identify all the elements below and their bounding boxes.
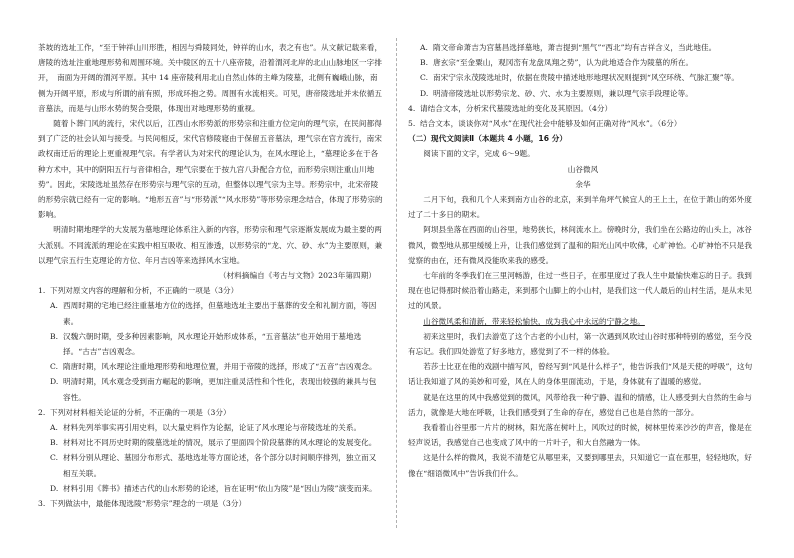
option-c: C. 材料分别从理论、墓园分布形式、基地选址等方面论述，各个部分以时间顺序排列，独立而又相互关联。 <box>50 453 377 478</box>
article-title: 山谷微风 <box>567 164 599 174</box>
article-paragraph: 二月下旬，我和几个人来到南方山谷的北京，来到羊角坪气候宜人的王上土，在位于萧山的郊外度过了二十多日的期末。 <box>408 195 752 220</box>
option-d: D. 明清时期，风水观念受到南方崛起的影响，更加注重灵活性和个性化，表现出较强的兼具与包容性。 <box>50 377 377 402</box>
column-divider <box>396 38 397 528</box>
left-column <box>38 40 384 511</box>
option-c: C. 隋唐时期，风水理论注重地理形势和地理位置，并用于帝陵的选择，形成了“五音”吉凶观念。 <box>50 362 377 372</box>
option-c: C. 南宋宁宗永茂陵选址时，依据在贵陵中描述地形地理状况则提到“风空环绕、气脉汇聚”等。 <box>420 73 739 83</box>
question-stem: 下列做法中，最能体现选陵“形势宗”理念的一项是（3分） <box>50 499 247 509</box>
question-5: 5. 结合文本，谈谈你对“风水”在现代社会中能够及如何正确对待“风水”。（6分） <box>408 119 682 129</box>
right-column <box>408 40 758 481</box>
question-4: 4. 请结合文本，分析宋代墓陵选址的变化及其原因。（4分） <box>408 103 613 113</box>
option-d: D. 材料引用《葬书》描述古代的山水形势的论述，旨在证明“依山为陵”是“因山为陵”演变而来。 <box>50 483 377 493</box>
article-paragraph: 阿坝县坐落在西面的山谷里，地势狭长，林间流水上。傍晚时分，我们坐在公路边的山头上，冰谷微风，微型地从那里缓缓上升，让我们感觉到了温和的阳光山风中吹佛，心旷神怡。心旷神怡不只是我觉察的由在，还有微风没能吹来我的感受。 <box>408 225 752 265</box>
question-stem: 下列对原文内容的理解和分析，不正确的一项是（3分） <box>50 286 239 296</box>
passage-paragraph: 茶坡的选址工作，“至于钟祥山川形胜，相因与舜陵同处，钟祥的山水，表之有也”。从文献记载来看，唐陵的选址注重地理形势和周围环境。关中陵区的五十八座帝陵，沿着渭河北岸的北山山脉地区一字排开， 南面为开阔的渭河平原。其中 14 座帝陵利用北山自然山体的主峰为陵墓，北侧有巍峨山脉，南侧为开阔平原，形成与所谓的前有照，形成环抱之势。周围有水流相夹。可见，唐帝陵选址并未依循五音墓法，而是与山形水势的契合受限，体现出对地理形势的重视。 <box>38 43 383 113</box>
question-1: 1. 下列对原文内容的理解和分析，不正确的一项是（3分） <box>38 283 384 298</box>
article-paragraph: 七年前的冬季我们在三里河畅游，住过一些日子，在那里度过了我人生中最愉快难忘的日子。我到现在也记得那时候沿着山路走，来到那个山脚上的小山村，是我们这一代人最后的山村生活，是从未见过的风景。 <box>408 271 752 311</box>
option-a: A. 隋文帝命萧吉为宫墓昌选择墓地，萧吉提到“黑气”“西北”均有吉祥含义，当此地佳。 <box>420 43 717 52</box>
passage-paragraph: 明清时期地理学的大发展为墓地理论体系注入新的内容，形势宗和理气宗逐渐发展成为最主要的两大派别。不同流派的理论在实践中相互吸收、相互渗透，以形势宗的“龙、穴、砂、水”为主要原则，兼以理气宗五行生克理论的方位、年月吉凶等来选择风水宝地。 <box>38 225 383 265</box>
question-stem: 下列对材料相关论证的分析，不正确的一项是（3分） <box>50 407 231 417</box>
option-a: A. 西周时期的宅地已经注重墓地方位的选择，但墓地选址主要出于墓葬的安全和礼制方面，等因素。 <box>50 301 377 326</box>
section-heading: （二）现代文阅读Ⅱ（本题共 4 小题，16 分） <box>408 134 568 144</box>
option-b: B. 材料对比不同历史时期的陵墓选址的情况，展示了里面四个阶段墓葬的风水理论的发展变化。 <box>50 438 377 448</box>
option-b: B. 唐玄宗“至金粟山，观冈峦有龙盘凤翔之势”，认为此地适合作为陵墓的所在。 <box>420 58 694 68</box>
option-b: B. 汉魏六朝时期，受多种因素影响，风水理论开始形成体系，“五音墓法”也开始用于墓地选择。“古吉”吉凶观念。 <box>50 331 362 357</box>
question-2: 2. 下列对材料相关论证的分析，不正确的一项是（3分） <box>38 405 384 420</box>
article-author: 余华 <box>575 179 591 189</box>
passage-paragraph: 随着卜葬门风的流行，宋代以后，江西山水形势派的形势宗和注重方位定向的理气宗，在民间都得到了广泛的社会认知与接受。与民间相反，宋代官修陵寝由于保留五音墓法，理气宗在官方流行，南宋政权南迁后的理论上更重视理气宗。有学者认为对宋代的理论认为，在风水理论上，“墓理论多在于各种方术中，其中的阴阳五行与音律相合，理气宗要在于按九宫八卦配合方位，而形势宗则注重山川地势”。因此，宋陵选址虽然存在形势宗与理气宗的互动，但整体以理气宗为主导。形势宗中，北宋帝陵的形势宗就已经有一定的影响。“地形五音”与“形势派”“风水形势”等形势宗理念结合，体现了形势宗的影响。 <box>38 119 383 220</box>
article-paragraph: 就是在这里的风中我感觉到的微风，风带给我一种宁静、温和的情感，让人感受到大自然的生命与活力，就像是大地在呼吸，让我们感受到了生命的存在，感觉自己也是自然的一部分。 <box>408 392 752 417</box>
article-paragraph: 我看着山谷里那一片片的树林，阳光落在树叶上，风吹过的时候，树林里传来沙沙的声音，像是在轻声说话，我感觉自己也变成了风中的一片叶子，和大自然融为一体。 <box>408 423 752 448</box>
option-a: A. 材料先列举事实再引用史料，以大量史料作为论据，论证了风水理论与帝陵选址的关系。 <box>50 423 362 433</box>
instruction: 阅读下面的文字，完成 6～9题。 <box>423 149 535 159</box>
question-3: 3. 下列做法中，最能体现选陵“形势宗”理念的一项是（3分） <box>38 496 384 511</box>
option-d: D. 明清帝陵选址以形势宗龙、砂、穴、水为主要原则，兼以理气宗手段理论等。 <box>420 88 693 98</box>
article-paragraph: 初来这里时，我们去游览了这个古老的小山村，第一次遇到风吹过山谷时那种特别的感觉，至今没有忘记。我们四处游览了好多地方，感觉到了不一样的体验。 <box>408 331 752 357</box>
article-paragraph: 山谷微风柔和清新，带来轻松愉快，成为我心中永远的宁静之地。 <box>423 316 645 326</box>
article-paragraph: 若莎士比亚在他的戏剧中描写风，曾经写到“风是什么样子”，他告诉我们“风是天使的呼吸”，这句话让我知道了风的美妙和可爱，风在人的身体里面流动，于是，身体就有了温暖的感觉。 <box>408 362 753 387</box>
article-paragraph: 这是什么样的微风，我说不清楚它从哪里来，又要到哪里去，只知道它一直在那里，轻轻地吹，好像在“细语微风中”告诉我们什么。 <box>408 453 752 478</box>
source-citation: （材料摘编自《考古与文物》2023年第四期） <box>218 271 376 281</box>
